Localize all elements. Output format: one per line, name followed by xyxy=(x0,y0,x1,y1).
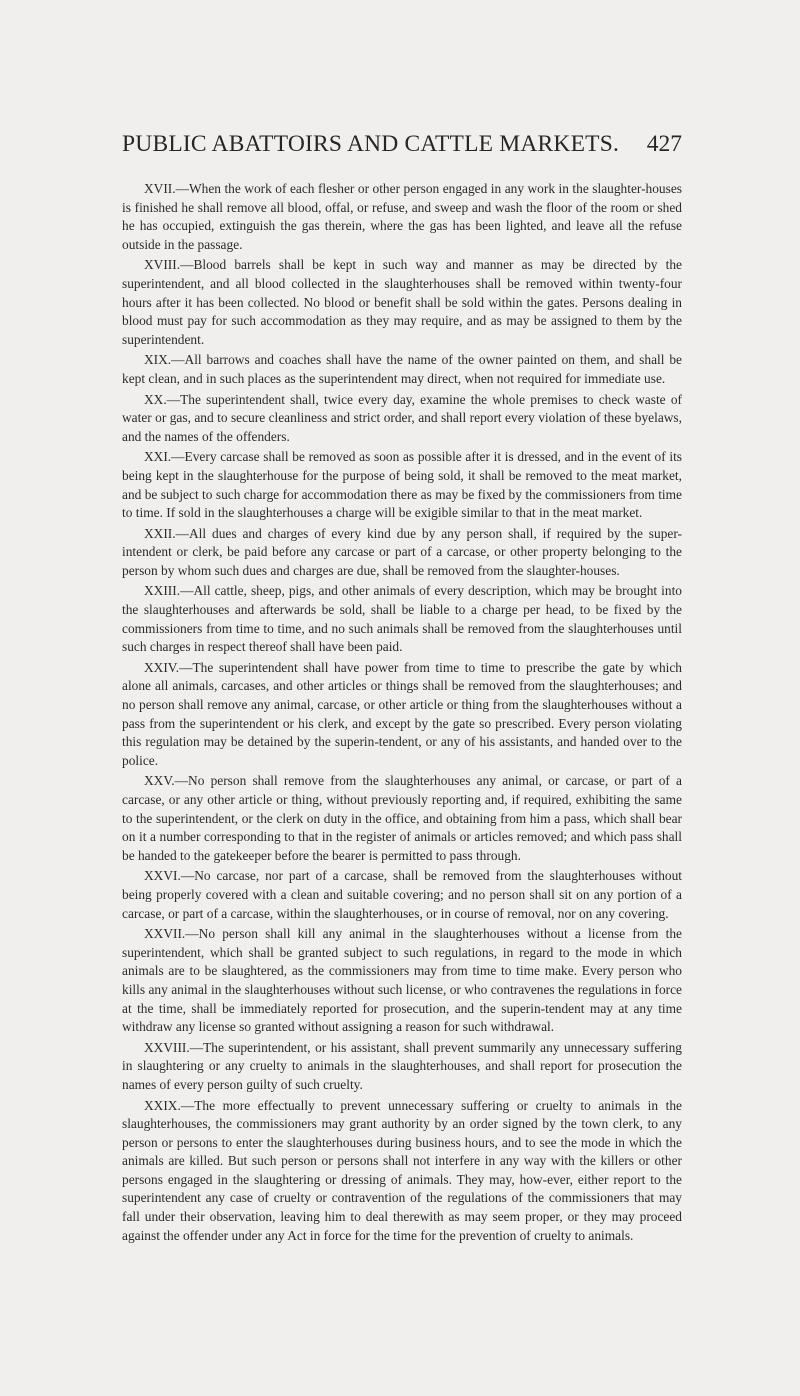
bylaw-28: XXVIII.—The superintendent, or his assistant, shall prevent summarily any unnecessary suffering in slaughtering or any cruelty to animals in the slaughterhouses, and shall report for prosecution the names of every person guilty of such cruelty. xyxy=(122,1039,682,1092)
page-header xyxy=(122,131,682,161)
bylaw-25: XXV.—No person shall remove from the slaughterhouses any animal, or carcase, or part of a carcase, or any other article or thing, without previously reporting and, if required, exhibiting the same to the superintendent, or the clerk on duty in the office, and obtaining from him a pass, which shall bear on it a number corresponding to that in the register of animals or articles removed; and which pass shall be handed to the gatekeeper before the bearer is permitted to pass through. xyxy=(122,773,682,863)
bylaw-26: XXVI.—No carcase, nor part of a carcase, shall be removed from the slaughterhouses without being properly covered with a clean and suitable covering; and no person shall sit on any portion of a carcase, or part of a carcase, within the slaughterhouses, or in course of removal, nor on any covering. xyxy=(122,868,682,921)
bylaw-29: XXIX.—The more effectually to prevent unnecessary suffering or cruelty to animals in the slaughterhouses, the commissioners may grant authority by an order signed by the town clerk, to any person or persons to enter the slaughterhouses during business hours, and to see the mode in which the animals are killed. But such person or persons shall not interfere in any way with the killers or other persons engaged in the slaughtering or dressing of animals. They may, how-ever, either report to the superintendent any case of cruelty or contravention of the regulations of the commissioners that may fall under their observation, leaving him to deal therewith as may seem proper, or they may proceed against the offender under any Act in force for the time for the prevention of cruelty to animals. xyxy=(122,1097,682,1243)
body-text xyxy=(122,180,682,1247)
bylaw-21: XXI.—Every carcase shall be removed as soon as possible after it is dressed, and in the event of its being kept in the slaughterhouse for the purpose of being sold, it shall be removed to the meat market, and be subject to such charge for accommodation there as may be fixed by the commissioners from time to time. If sold in the slaughterhouses a charge will be exigible similar to that in the meat market. xyxy=(122,449,682,521)
bylaw-19: XIX.—All barrows and coaches shall have the name of the owner painted on them, and shall be kept clean, and in such places as the superintendent may direct, when not required for immediate use. xyxy=(122,352,682,386)
bylaw-18: XVIII.—Blood barrels shall be kept in such way and manner as may be directed by the superintendent, and all blood collected in the slaughterhouses shall be removed within twenty-four hours after it has been collected. No blood or benefit shall be sold within the gates. Persons dealing in blood must pay for such accommodation as they may require, and as may be assigned to them by the superintendent. xyxy=(122,257,682,347)
bylaw-23: XXIII.—All cattle, sheep, pigs, and other animals of every description, which may be brought into the slaughterhouses and afterwards be sold, shall be liable to a charge per head, to be fixed by the commissioners from time to time, and no such animals shall be removed from the slaughterhouses until such charges in respect thereof shall have been paid. xyxy=(122,583,682,655)
bylaw-27: XXVII.—No person shall kill any animal in the slaughterhouses without a license from the superintendent, which shall be granted subject to such regulations, in regard to the mode in which animals are to be slaughtered, as the commissioners may from time to time make. Every person who kills any animal in the slaughterhouses without such license, or who contravenes the regulations in force at the time, shall be immediately reported for prosecution, and the superin-tendent may at any time withdraw any license so granted without assigning a reason for such withdrawal. xyxy=(122,926,682,1035)
bylaw-22: XXII.—All dues and charges of every kind due by any person shall, if required by the super-intendent or clerk, be paid before any carcase or part of a carcase, or other property belonging to the person by whom such dues and charges are due, shall be removed from the slaughter-houses. xyxy=(122,525,682,578)
running-head: PUBLIC ABATTOIRS AND CATTLE MARKETS. xyxy=(122,131,620,157)
bylaw-20: XX.—The superintendent shall, twice every day, examine the whole premises to check waste of water or gas, and to secure cleanliness and strict order, and shall report every violation of these byelaws, and the names of the offenders. xyxy=(122,391,682,444)
page-number: 427 xyxy=(646,131,682,157)
bylaw-24: XXIV.—The superintendent shall have power from time to time to prescribe the gate by which alone all animals, carcases, and other articles or things shall be removed from the slaughterhouses; and no person shall remove any animal, carcase, or other article or thing from the slaughterhouses without a pass from the superintendent or his clerk, and except by the gate so prescribed. Every person violating this regulation may be detained by the superin-tendent, or any of his assistants, and handed over to the police. xyxy=(122,659,682,768)
bylaw-17: XVII.—When the work of each flesher or other person engaged in any work in the slaughter-houses is finished he shall remove all blood, offal, or refuse, and sweep and wash the floor of the room or shed he has occupied, extinguish the gas therein, where the gas has been lighted, and leave all the refuse outside in the passage. xyxy=(122,181,682,252)
